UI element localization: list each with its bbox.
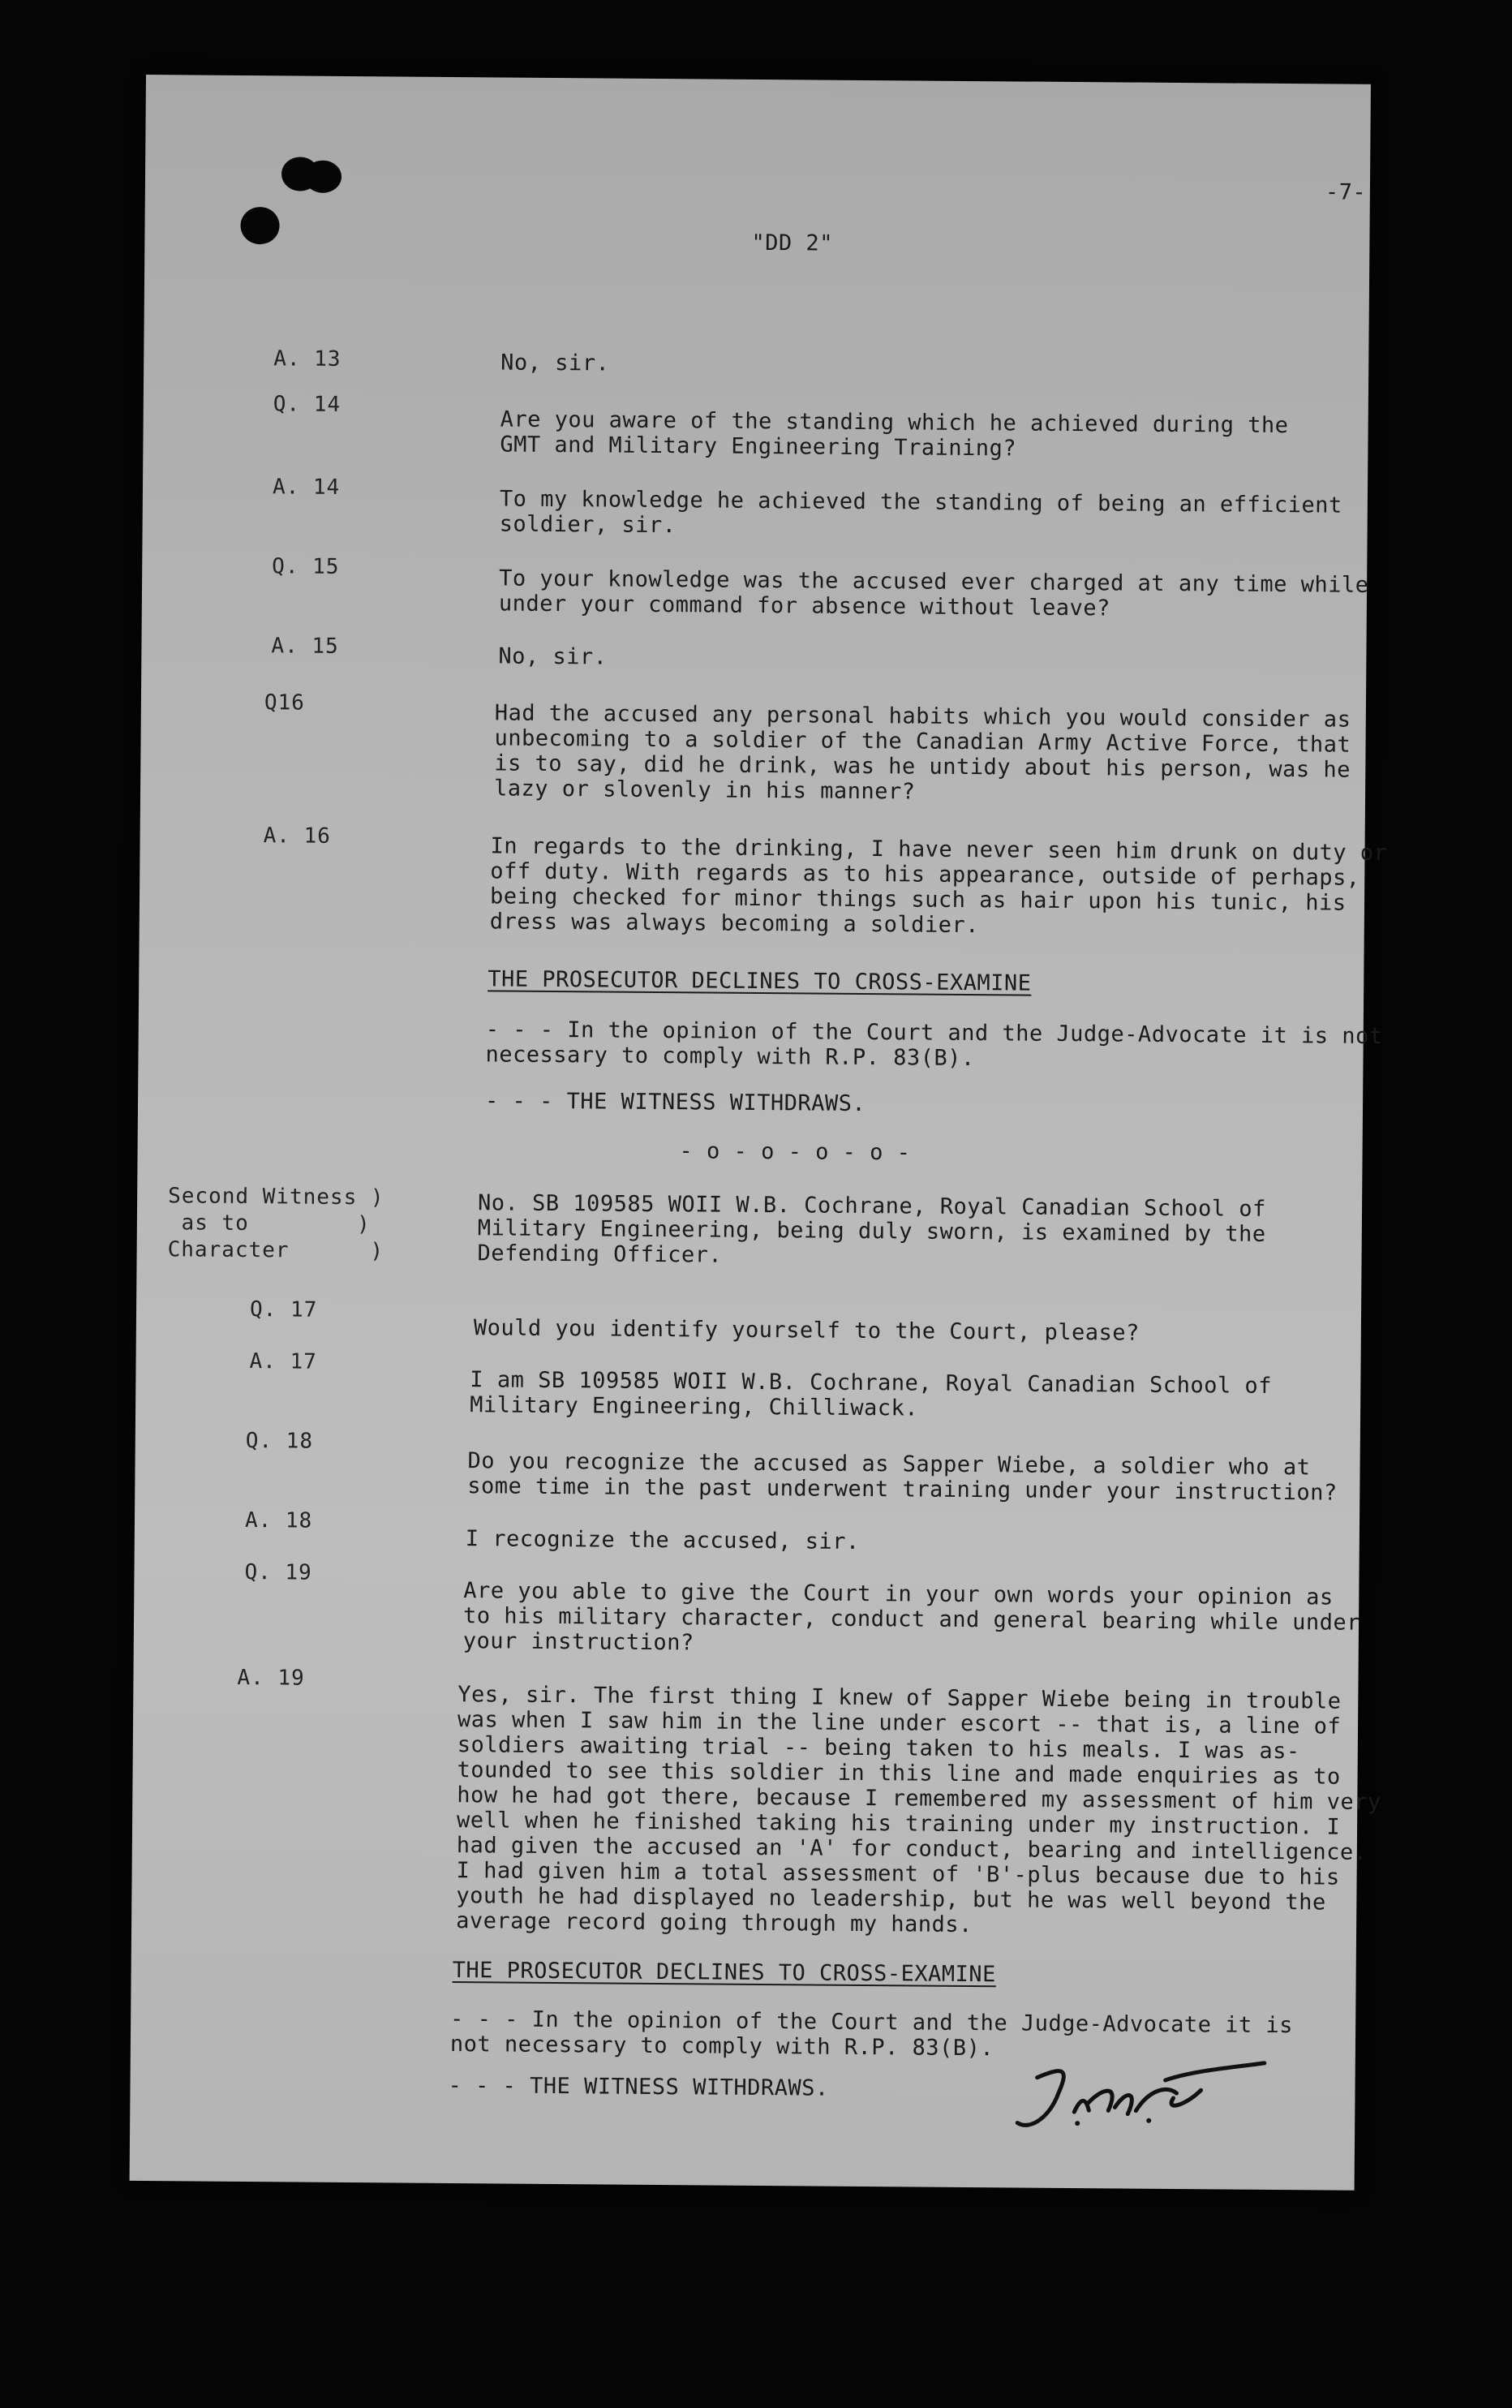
section-heading: THE PROSECUTOR DECLINES TO CROSS-EXAMINE (452, 1958, 996, 1988)
entry-text: Are you aware of the standing which he achieved during the GMT and Military Engineering Training? (500, 406, 1289, 462)
entry-label: A. 18 (244, 1508, 313, 1533)
entry-text: To your knowledge was the accused ever charged at any time while under your command for absence without leave? (498, 565, 1369, 621)
entry-text: Are you able to give the Court in your own words your opinion as to his military character, conduct and general bearing while under your instruction? (462, 1578, 1361, 1656)
entry-label: Q. 15 (272, 554, 340, 579)
punch-hole (240, 207, 279, 244)
entry-text: Had the accused any personal habits which you would consider as unbecoming to a soldier of the Canadian Army Active Force, that is to say, did he drink, was he untidy about his person, was he lazy or slovenly in his manner? (493, 700, 1351, 805)
entry-text: Yes, sir. The first thing I knew of Sapper Wiebe being in trouble was when I saw him in the line under escort -- that is, a line of soldiers awaiting trial -- being taken to his meals. I was as- tounded to see this soldier in this line and made enquiries as to how he had got there, because I remembered my assessment of him very well when he finished taking his training under my instruction. I had given the accused an 'A' for conduct, bearing and intelligence. I had given him a total assessment of 'B'-plus because due to his youth he had displayed no leadership, but he was well beyond the average record going through my hands. (456, 1682, 1381, 1938)
entry-text: I am SB 109585 WOII W.B. Cochrane, Royal Canadian School of Military Engineering, Chilliwack. (470, 1367, 1273, 1421)
entry-label: Q. 19 (244, 1560, 312, 1585)
withdraws-note: - - - THE WITNESS WITHDRAWS. (448, 2073, 829, 2101)
entry-text: Do you recognize the accused as Sapper Wiebe, a soldier who at some time in the past underwent training under your instruction? (467, 1448, 1338, 1506)
second-witness-intro: No. SB 109585 WOII W.B. Cochrane, Royal Canadian School of Military Engineering, being duly sworn, is examined by the Defending Officer. (477, 1190, 1266, 1268)
section-heading: THE PROSECUTOR DECLINES TO CROSS-EXAMINE (488, 966, 1032, 996)
separator: - o - o - o - o - (679, 1138, 911, 1166)
entry-label: A. 16 (263, 823, 332, 849)
entry-label: Q. 18 (245, 1429, 314, 1454)
entry-label: Q. 14 (273, 392, 341, 417)
entry-label: A. 13 (273, 346, 341, 372)
entry-text: In regards to the drinking, I have never seen him drunk on duty or off duty. With regards as to his appearance, outside of perhaps, being checked for minor things such as hair upon his tunic, his dress was always becoming a soldier. (489, 833, 1388, 939)
punch-hole (304, 161, 341, 193)
withdraws-note: - - - THE WITNESS WITHDRAWS. (484, 1088, 866, 1117)
page-number: -7- (1325, 179, 1367, 205)
entry-text: I recognize the accused, sir. (465, 1526, 860, 1554)
entry-label: A. 19 (237, 1665, 305, 1691)
entry-text: Would you identify yourself to the Court, please? (473, 1315, 1140, 1346)
entry-label: Q16 (264, 690, 306, 716)
entry-label: A. 14 (272, 475, 341, 500)
document-header: "DD 2" (751, 230, 834, 256)
entry-label: Q. 17 (249, 1297, 318, 1322)
procedural-note: - - - In the opinion of the Court and the Judge-Advocate it is not necessary to comply with R.P. 83(B). (485, 1017, 1383, 1072)
entry-text: To my knowledge he achieved the standing of being an efficient soldier, sir. (499, 486, 1342, 539)
entry-text: No, sir. (500, 350, 610, 376)
second-witness-label: Second Witness ) as to ) Character ) (167, 1184, 384, 1264)
procedural-note: - - - In the opinion of the Court and the Judge-Advocate it is not necessary to comply with R.P. 83(B). (449, 2006, 1294, 2062)
document-page (130, 75, 1388, 2191)
entry-label: A. 17 (249, 1349, 317, 1374)
entry-label: A. 15 (271, 634, 339, 659)
signature (1006, 2053, 1274, 2144)
entry-text: No, sir. (498, 643, 608, 670)
